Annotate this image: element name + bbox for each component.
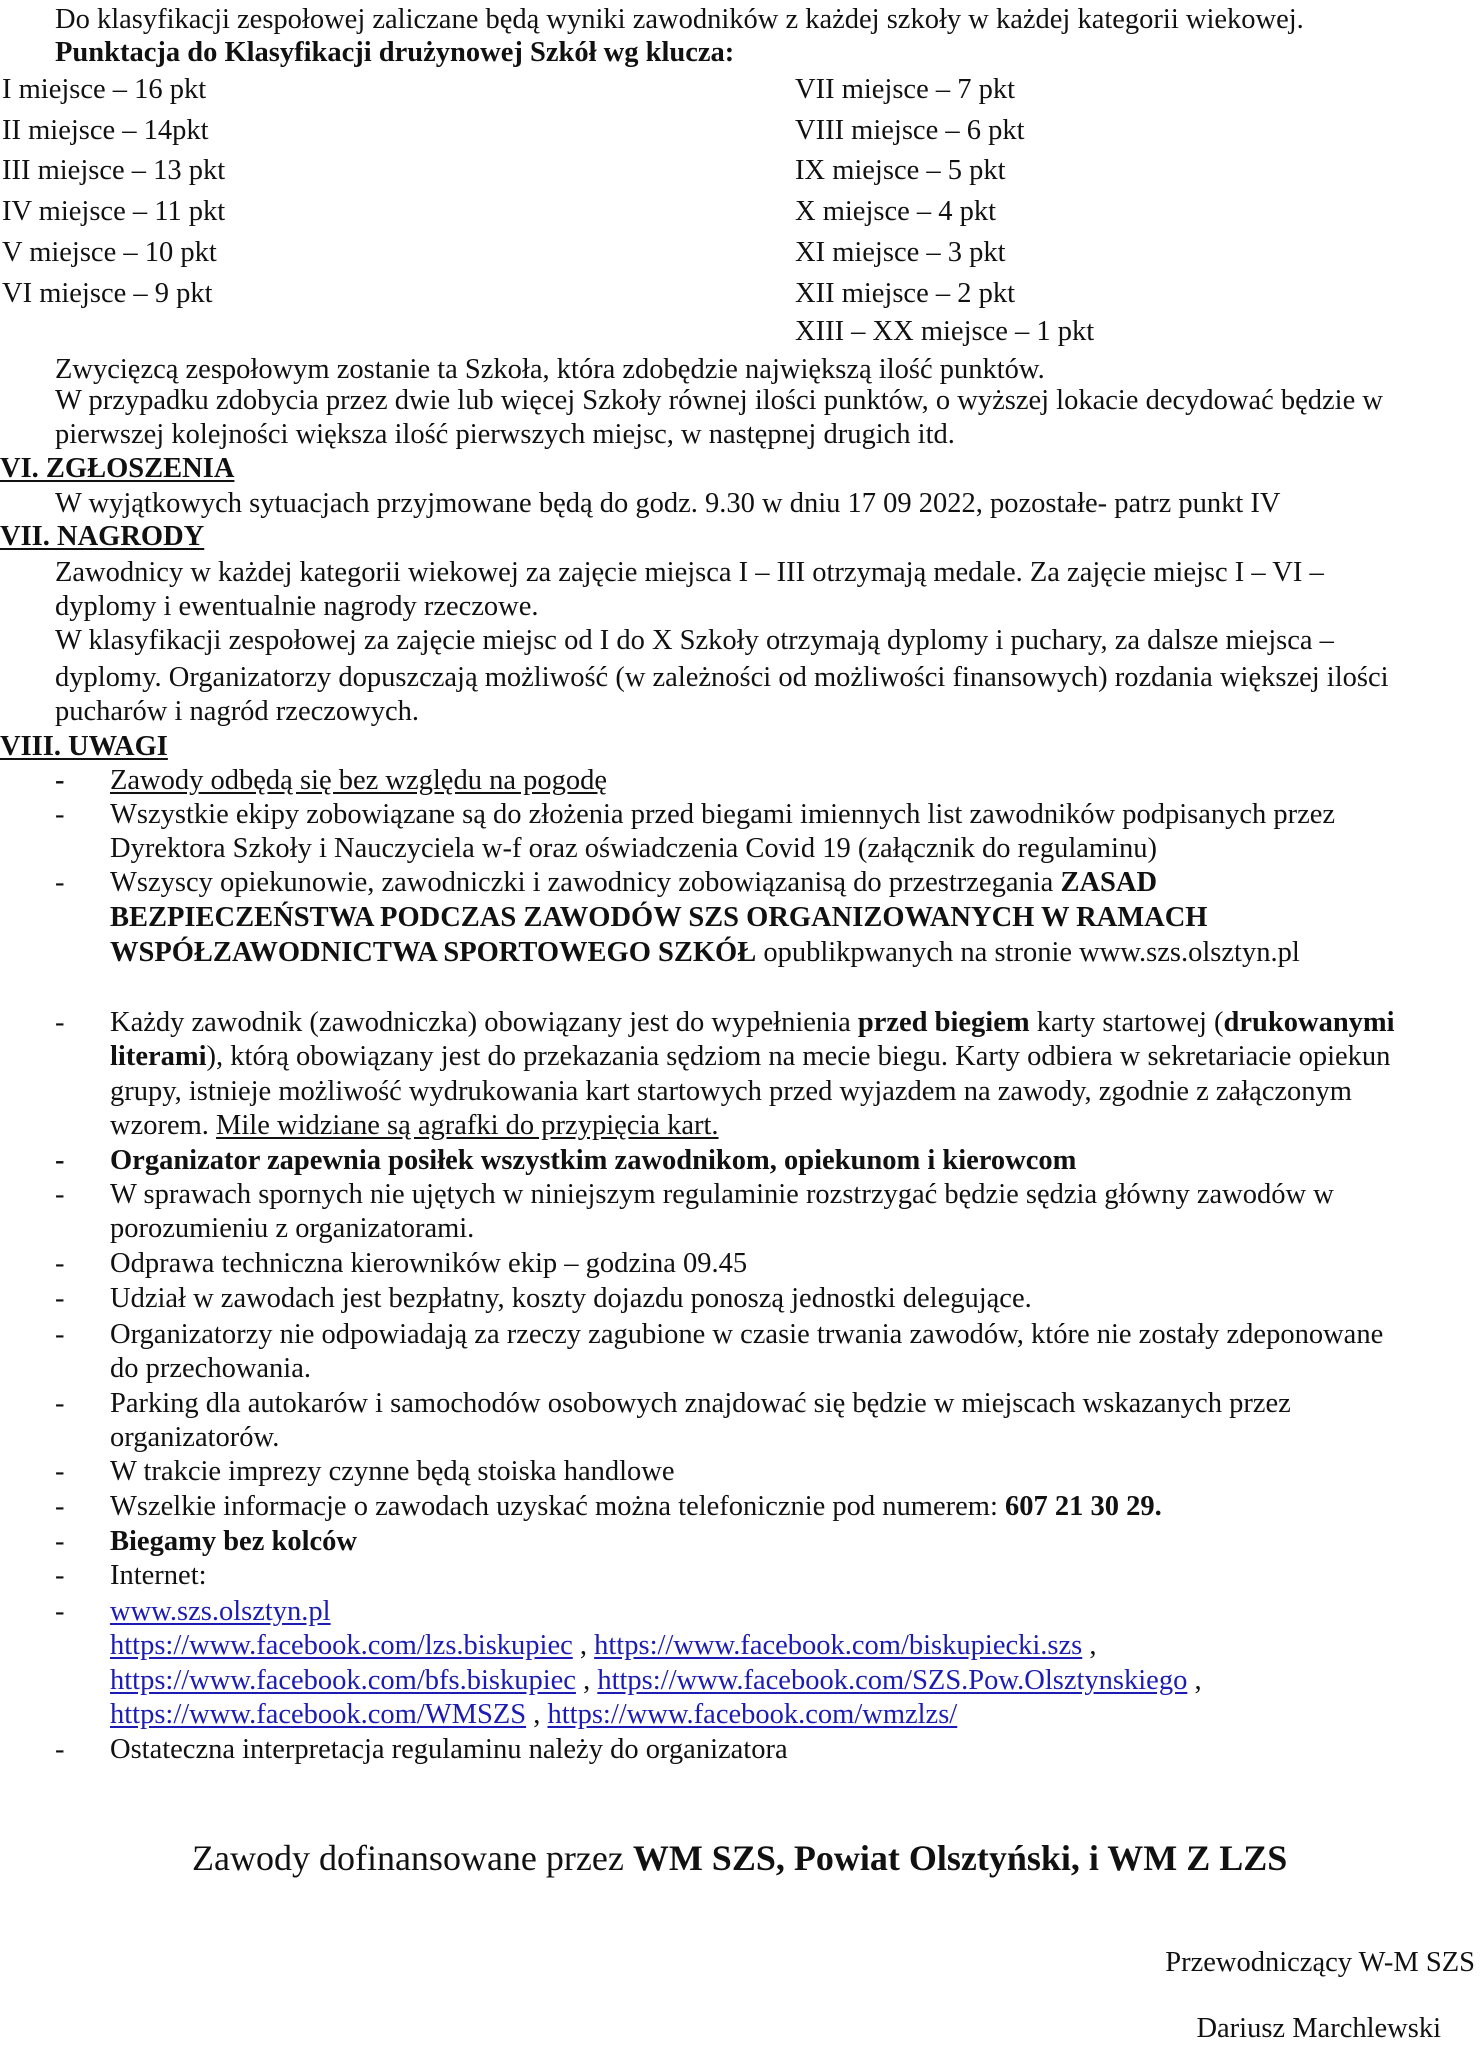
section-heading-zgloszenia: VI. ZGŁOSZENIA <box>0 453 235 484</box>
score-row: IX miejsce – 5 pkt <box>795 155 1006 186</box>
note-phone <box>110 1490 1162 1524</box>
note-lists: Wszystkie ekipy zobowiązane są do złożenia przed biegami imiennych list zawodników podpisanych przez <box>110 799 1336 830</box>
link-szs-olsztyn[interactable]: www.szs.olsztyn.pl <box>110 1596 331 1627</box>
bullet-dash: - <box>55 765 65 796</box>
note-start-card: grupy, istnieje możliwość wydrukowania kart startowych przed wyjazdem na zawody, zgodnie z załączonym <box>110 1076 1352 1107</box>
winner-text: Zwycięzcą zespołowym zostanie ta Szkoła, która zdobędzie największą ilość punktów. <box>55 354 1045 385</box>
link-separator: , <box>526 1699 548 1730</box>
note-stands: W trakcie imprezy czynne będą stoiska handlowe <box>110 1456 675 1487</box>
link-facebook-szs-pow-olsztynskiego[interactable]: https://www.facebook.com/SZS.Pow.Olsztynskiego <box>597 1665 1188 1696</box>
note-start-card <box>110 1040 1390 1074</box>
note-text: karty startowej ( <box>1029 1007 1224 1038</box>
note-disputes: W sprawach spornych nie ujętych w niniejszym regulaminie rozstrzygać będzie sędzia główny zawodów w <box>110 1179 1334 1210</box>
note-text: Każdy zawodnik (zawodniczka) obowiązany jest do wypełnienia <box>110 1007 858 1038</box>
note-text: wzorem. <box>110 1110 217 1141</box>
bullet-dash: - <box>55 1491 65 1522</box>
awards-text: W klasyfikacji zespołowej za zajęcie miejsc od I do X Szkoły otrzymają dyplomy i puchary, za dalsze miejsca – <box>55 625 1334 656</box>
registration-text: W wyjątkowych sytuacjach przyjmowane będą do godz. 9.30 w dniu 17 09 2022, pozostałe- patrz punkt IV <box>55 488 1281 519</box>
link-facebook-biskupiecki-szs[interactable]: https://www.facebook.com/biskupiecki.szs <box>594 1630 1083 1661</box>
note-safety <box>110 866 1157 900</box>
awards-text: Zawodnicy w każdej kategorii wiekowej za zajęcie miejsca I – III otrzymają medale. Za zajęcie miejsc I – VI – <box>55 557 1324 588</box>
section-heading-uwagi: VIII. UWAGI <box>0 731 168 762</box>
bullet-dash: - <box>55 1319 65 1350</box>
note-interpretation: Ostateczna interpretacja regulaminu należy do organizatora <box>110 1734 788 1765</box>
note-bold-text: literami <box>110 1041 207 1072</box>
note-safety: BEZPIECZEŃSTWA PODCZAS ZAWODÓW SZS ORGANIZOWANYCH W RAMACH <box>110 902 1208 933</box>
note-text: Wszelkie informacje o zawodach uzyskać można telefonicznie pod numerem: <box>110 1491 1005 1522</box>
funding-note <box>192 1836 1287 1880</box>
score-row: XIII – XX miejsce – 1 pkt <box>795 316 1095 347</box>
note-text: ), którą obowiązany jest do przekazania sędziom na mecie biegu. Karty odbiera w sekretariacie opiekun <box>206 1041 1391 1072</box>
link-facebook-lzs-biskupiec[interactable]: https://www.facebook.com/lzs.biskupiec <box>110 1630 573 1661</box>
scoring-title: Punktacja do Klasyfikacji drużynowej Szkół wg klucza: <box>55 37 735 68</box>
links-line <box>110 1629 1097 1663</box>
links-line <box>110 1698 957 1732</box>
score-row: II miejsce – 14pkt <box>2 115 209 146</box>
funding-text: Zawody dofinansowane przez <box>192 1838 633 1878</box>
links-line <box>110 1664 1202 1698</box>
note-bold-text: WSPÓŁZAWODNICTWA SPORTOWEGO SZKÓŁ <box>110 937 757 968</box>
note-parking: organizatorów. <box>110 1422 280 1453</box>
note-text: opublikpwanych na stronie www.szs.olsztyn.pl <box>756 937 1300 968</box>
note-start-card <box>110 1006 1395 1040</box>
awards-text: pucharów i nagród rzeczowych. <box>55 696 420 727</box>
bullet-dash: - <box>55 1007 65 1038</box>
tie-break-text: W przypadku zdobycia przez dwie lub więcej Szkoły równej ilości punktów, o wyższej lokacie decydować będzie w <box>55 385 1383 416</box>
link-facebook-wmzlzs[interactable]: https://www.facebook.com/wmzlzs/ <box>547 1699 958 1730</box>
score-row: I miejsce – 16 pkt <box>2 74 207 105</box>
bullet-dash: - <box>55 1388 65 1419</box>
note-fee: Udział w zawodach jest bezpłatny, koszty dojazdu ponoszą jednostki delegujące. <box>110 1283 1032 1314</box>
bullet-dash: - <box>55 1734 65 1765</box>
score-row: VII miejsce – 7 pkt <box>795 74 1016 105</box>
bullet-dash: - <box>55 867 65 898</box>
signature-name: Dariusz Marchlewski <box>1196 2013 1441 2044</box>
note-bold-text: przed biegiem <box>857 1007 1030 1038</box>
bullet-dash: - <box>55 1526 65 1557</box>
score-row: IV miejsce – 11 pkt <box>2 196 226 227</box>
score-row: III miejsce – 13 pkt <box>2 155 226 186</box>
score-row: XI miejsce – 3 pkt <box>795 237 1006 268</box>
note-start-card <box>110 1109 719 1143</box>
link-separator: , <box>1187 1665 1202 1696</box>
note-lost-items: do przechowania. <box>110 1353 311 1384</box>
note-bold-text: drukowanymi <box>1223 1007 1395 1038</box>
note-text: Wszyscy opiekunowie, zawodniczki i zawodnicy zobowiązanisą do przestrzegania <box>110 867 1061 898</box>
bullet-dash: - <box>55 1283 65 1314</box>
link-separator: , <box>1082 1630 1097 1661</box>
note-internet: Internet: <box>110 1560 207 1591</box>
bullet-dash: - <box>55 799 65 830</box>
intro-text: Do klasyfikacji zespołowej zaliczane będą wyniki zawodników z każdej szkoły w każdej kategorii wiekowej. <box>55 4 1304 35</box>
link-separator: , <box>575 1665 598 1696</box>
note-lost-items: Organizatorzy nie odpowiadają za rzeczy zagubione w czasie trwania zawodów, które nie zostały zdeponowane <box>110 1319 1384 1350</box>
score-row: V miejsce – 10 pkt <box>2 237 217 268</box>
bullet-dash: - <box>55 1145 65 1176</box>
note-disputes: porozumieniu z organizatorami. <box>110 1213 475 1244</box>
awards-text: dyplomy i ewentualnie nagrody rzeczowe. <box>55 591 539 622</box>
awards-text: dyplomy. Organizatorzy dopuszczają możliwość (w zależności od możliwości finansowych) rozdania większej ilości <box>55 662 1389 693</box>
bullet-dash: - <box>55 1560 65 1591</box>
score-row: VI miejsce – 9 pkt <box>2 278 213 309</box>
note-underlined-text: Mile widziane są agrafki do przypięcia kart. <box>216 1110 719 1141</box>
note-weather: Zawody odbędą się bez względu na pogodę <box>110 765 607 796</box>
link-separator: , <box>572 1630 595 1661</box>
tie-break-text: pierwszej kolejności większa ilość pierwszych miejsc, w następnej drugich itd. <box>55 419 955 450</box>
score-row: XII miejsce – 2 pkt <box>795 278 1016 309</box>
note-meal: Organizator zapewnia posiłek wszystkim zawodnikom, opiekunom i kierowcom <box>110 1145 1077 1176</box>
section-heading-nagrody: VII. NAGRODY <box>0 521 205 552</box>
bullet-dash: - <box>55 1456 65 1487</box>
phone-number: 607 21 30 29. <box>1004 1491 1162 1522</box>
bullet-dash: - <box>55 1179 65 1210</box>
funding-sponsors: WM SZS, Powiat Olsztyński, i WM Z LZS <box>632 1838 1288 1878</box>
note-parking: Parking dla autokarów i samochodów osobowych znajdować się będzie w miejscach wskazanych przez <box>110 1388 1291 1419</box>
bullet-dash: - <box>55 1596 65 1627</box>
note-briefing: Odprawa techniczna kierowników ekip – godzina 09.45 <box>110 1248 748 1279</box>
note-bold-text: ZASAD <box>1060 867 1158 898</box>
note-no-spikes: Biegamy bez kolców <box>110 1526 357 1557</box>
signature-title: Przewodniczący W-M SZS <box>1165 1947 1475 1978</box>
bullet-dash: - <box>55 1248 65 1279</box>
note-safety <box>110 936 1300 970</box>
note-lists: Dyrektora Szkoły i Nauczyciela w-f oraz oświadczenia Covid 19 (załącznik do regulaminu) <box>110 833 1157 864</box>
link-facebook-bfs-biskupiec[interactable]: https://www.facebook.com/bfs.biskupiec <box>110 1665 576 1696</box>
link-facebook-wmszs[interactable]: https://www.facebook.com/WMSZS <box>110 1699 527 1730</box>
score-row: X miejsce – 4 pkt <box>795 196 997 227</box>
links-line <box>110 1595 331 1629</box>
score-row: VIII miejsce – 6 pkt <box>795 115 1025 146</box>
